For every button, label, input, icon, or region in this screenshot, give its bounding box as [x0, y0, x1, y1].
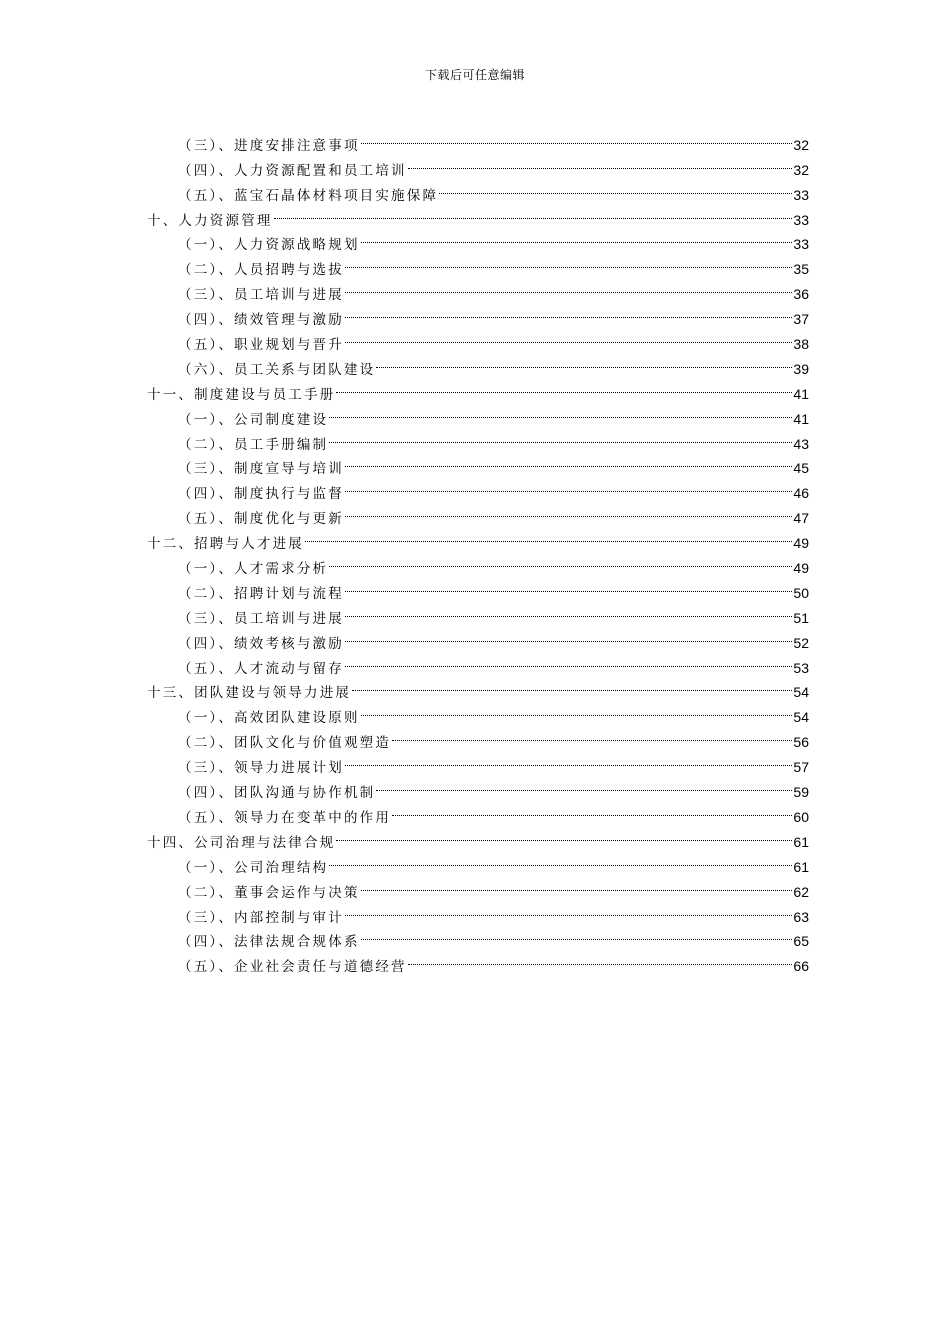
- toc-page-number: 51: [793, 609, 809, 626]
- toc-page-number: 32: [793, 136, 809, 153]
- toc-entry-label: （三）、进度安排注意事项: [178, 137, 360, 154]
- toc-page-number: 36: [793, 286, 809, 303]
- toc-entry-label: （五）、职业规划与晋升: [178, 337, 344, 354]
- toc-page-number: 61: [793, 858, 809, 875]
- toc-entry-label: （五）、领导力在变革中的作用: [178, 809, 392, 826]
- toc-page-number: 52: [793, 634, 809, 651]
- toc-page-number: 46: [793, 485, 809, 502]
- toc-page-number: 41: [793, 385, 809, 402]
- toc-page-number: 37: [793, 311, 809, 328]
- table-of-contents: [147, 125, 809, 976]
- toc-page-number: 38: [793, 336, 809, 353]
- toc-entry-label: （一）、公司制度建设: [178, 411, 329, 428]
- toc-page-number: 65: [793, 933, 809, 950]
- toc-dot-leader: [345, 747, 792, 772]
- header-note: 下载后可任意编辑: [424, 68, 525, 82]
- toc-dot-leader: [408, 150, 793, 175]
- toc-dot-leader: [361, 125, 793, 150]
- toc-dot-leader: [336, 822, 792, 847]
- toc-page-number: 47: [793, 510, 809, 527]
- toc-entry-label: （二）、董事会运作与决策: [178, 884, 360, 901]
- toc-entry-label: （三）、内部控制与审计: [178, 909, 344, 926]
- toc-dot-leader: [345, 897, 792, 922]
- toc-dot-leader: [345, 299, 792, 324]
- toc-dot-leader: [345, 623, 792, 648]
- toc-page-number: 49: [793, 535, 809, 552]
- toc-entry-label: （三）、员工培训与进展: [178, 287, 344, 304]
- toc-entry-label: （四）、绩效考核与激励: [178, 635, 344, 652]
- toc-dot-leader: [336, 374, 792, 399]
- toc-page-number: 41: [793, 410, 809, 427]
- toc-dot-leader: [345, 449, 792, 474]
- toc-page-number: 49: [793, 560, 809, 577]
- toc-dot-leader: [329, 548, 792, 573]
- toc-entry-label: （二）、人员招聘与选拔: [178, 262, 344, 279]
- toc-dot-leader: [361, 225, 793, 250]
- toc-page-number: 63: [793, 908, 809, 925]
- toc-entry-label: （四）、团队沟通与协作机制: [178, 785, 376, 802]
- toc-entry-label: 十二、招聘与人才进展: [147, 536, 304, 553]
- toc-dot-leader: [274, 200, 793, 225]
- toc-entry-label: （一）、高效团队建设原则: [178, 710, 360, 727]
- toc-page-number: 53: [793, 659, 809, 676]
- toc-entry-label: （四）、绩效管理与激励: [178, 312, 344, 329]
- toc-page-number: 33: [793, 236, 809, 253]
- toc-entry-label: （四）、人力资源配置和员工培训: [178, 162, 407, 179]
- toc-dot-leader: [329, 424, 792, 449]
- toc-page-number: 33: [793, 186, 809, 203]
- toc-dot-leader: [376, 349, 792, 374]
- toc-page-number: 56: [793, 734, 809, 751]
- toc-section-entry[interactable]: [147, 125, 809, 154]
- toc-dot-leader: [376, 772, 792, 797]
- toc-page-number: 39: [793, 360, 809, 377]
- toc-dot-leader: [352, 673, 792, 698]
- toc-page-number: 50: [793, 584, 809, 601]
- toc-entry-label: （一）、人力资源战略规划: [178, 237, 360, 254]
- toc-entry-label: （二）、招聘计划与流程: [178, 585, 344, 602]
- toc-page-number: 32: [793, 161, 809, 178]
- toc-entry-label: （五）、企业社会责任与道德经营: [178, 959, 407, 976]
- toc-entry-label: （三）、领导力进展计划: [178, 760, 344, 777]
- toc-page-number: 43: [793, 435, 809, 452]
- toc-dot-leader: [345, 249, 792, 274]
- toc-dot-leader: [345, 498, 792, 523]
- toc-page-number: 54: [793, 709, 809, 726]
- toc-dot-leader: [345, 648, 792, 673]
- toc-dot-leader: [345, 473, 792, 498]
- toc-entry-label: 十四、公司治理与法律合规: [147, 834, 336, 851]
- toc-dot-leader: [305, 523, 792, 548]
- toc-dot-leader: [345, 324, 792, 349]
- toc-page-number: 33: [793, 211, 809, 228]
- toc-entry-label: （四）、制度执行与监督: [178, 486, 344, 503]
- toc-page-number: 45: [793, 460, 809, 477]
- toc-entry-label: 十一、制度建设与员工手册: [147, 386, 336, 403]
- toc-entry-label: （四）、法律法规合规体系: [178, 934, 360, 951]
- toc-dot-leader: [345, 598, 792, 623]
- toc-entry-label: （二）、员工手册编制: [178, 436, 329, 453]
- toc-entry-label: （六）、员工关系与团队建设: [178, 361, 376, 378]
- toc-dot-leader: [408, 946, 793, 971]
- toc-page-number: 35: [793, 261, 809, 278]
- toc-entry-label: （二）、团队文化与价值观塑造: [178, 735, 392, 752]
- toc-dot-leader: [345, 274, 792, 299]
- toc-entry-label: （一）、人才需求分析: [178, 561, 329, 578]
- toc-page-number: 60: [793, 808, 809, 825]
- toc-entry-label: 十三、团队建设与领导力进展: [147, 685, 352, 702]
- toc-entry-label: （五）、制度优化与更新: [178, 511, 344, 528]
- toc-page-number: 59: [793, 784, 809, 801]
- toc-dot-leader: [345, 573, 792, 598]
- toc-page-number: 66: [793, 958, 809, 975]
- toc-dot-leader: [361, 872, 793, 897]
- toc-page-number: 61: [793, 833, 809, 850]
- toc-dot-leader: [439, 175, 792, 200]
- toc-entry-label: （三）、制度宣导与培训: [178, 461, 344, 478]
- toc-entry-label: （五）、人才流动与留存: [178, 660, 344, 677]
- toc-dot-leader: [329, 399, 792, 424]
- toc-entry-label: （三）、员工培训与进展: [178, 610, 344, 627]
- toc-dot-leader: [361, 922, 793, 947]
- toc-entry-label: （一）、公司治理结构: [178, 859, 329, 876]
- toc-dot-leader: [392, 797, 792, 822]
- toc-page-number: 57: [793, 759, 809, 776]
- toc-dot-leader: [392, 722, 792, 747]
- toc-entry-label: （五）、蓝宝石晶体材料项目实施保障: [178, 187, 439, 204]
- toc-dot-leader: [329, 847, 792, 872]
- toc-page-number: 54: [793, 684, 809, 701]
- toc-page-number: 62: [793, 883, 809, 900]
- toc-entry-label: 十、人力资源管理: [147, 212, 273, 229]
- toc-dot-leader: [361, 697, 793, 722]
